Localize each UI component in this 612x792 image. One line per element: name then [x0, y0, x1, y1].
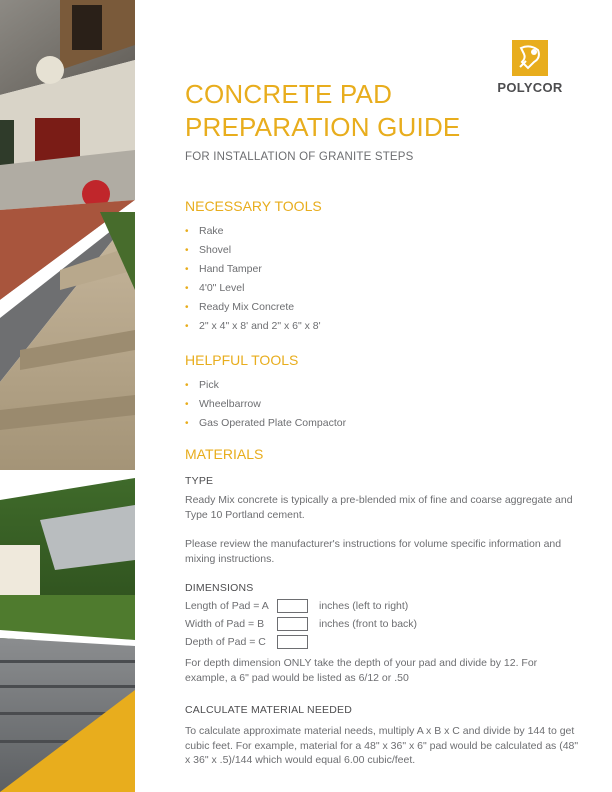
- logo-wordmark: POLYCOR: [497, 80, 563, 95]
- page-subtitle: FOR INSTALLATION OF GRANITE STEPS: [185, 151, 414, 163]
- dimension-label: Width of Pad = B: [185, 618, 265, 630]
- list-item: • 2" x 4" x 8' and 2" x 6" x 8': [185, 317, 321, 336]
- photo-collage-sidebar: [0, 0, 135, 792]
- granite-steps-collage: [0, 0, 135, 792]
- bullet-icon: •: [185, 226, 189, 237]
- list-item: • Wheelbarrow: [185, 395, 346, 414]
- bullet-icon: •: [185, 399, 189, 410]
- width-input-box[interactable]: [277, 617, 308, 631]
- list-item: • Ready Mix Concrete: [185, 298, 321, 317]
- page-title: [185, 78, 460, 144]
- dimensions-heading: DIMENSIONS: [185, 582, 254, 594]
- bullet-icon: •: [185, 283, 189, 294]
- bullet-icon: •: [185, 418, 189, 429]
- type-paragraph-2: Please review the manufacturer's instructions for volume specific information and mixing instructions.: [185, 538, 562, 565]
- list-item: • Pick: [185, 376, 346, 395]
- length-input-box[interactable]: [277, 599, 308, 613]
- materials-heading: MATERIALS: [185, 446, 264, 462]
- helpful-tools-heading: HELPFUL TOOLS: [185, 352, 299, 368]
- bullet-icon: •: [185, 380, 189, 391]
- calculate-paragraph: To calculate approximate material needs, multiply A x B x C and divide by 144 to get cubic feet. For example, material for a 48" x 36" x 6" pad would be calculated as (48" x 36" x .5)/144 which would equal 6.00 cubic/feet.: [185, 725, 579, 766]
- bullet-icon: •: [185, 302, 189, 313]
- title-line-1: CONCRETE PAD: [185, 79, 393, 109]
- depth-note-paragraph: For depth dimension ONLY take the depth of your pad and divide by 12. For example, a 6" pad would be listed as 6/12 or .50: [185, 657, 538, 684]
- window-photo: [72, 5, 102, 50]
- list-item: • Hand Tamper: [185, 260, 321, 279]
- dimension-label: Depth of Pad = C: [185, 636, 266, 648]
- bullet-icon: •: [185, 321, 189, 332]
- list-item: • Shovel: [185, 241, 321, 260]
- dimension-label: Length of Pad = A: [185, 600, 269, 612]
- necessary-tools-list: [185, 222, 321, 336]
- helpful-tools-list: [185, 376, 346, 433]
- list-item: • Gas Operated Plate Compactor: [185, 414, 346, 433]
- list-item: • 4'0" Level: [185, 279, 321, 298]
- title-line-2: PREPARATION GUIDE: [185, 112, 461, 142]
- stone-urn-photo: [36, 56, 64, 84]
- depth-input-box[interactable]: [277, 635, 308, 649]
- bullet-icon: •: [185, 245, 189, 256]
- list-item: • Rake: [185, 222, 321, 241]
- house-photo: [0, 545, 40, 595]
- type-paragraph-1: Ready Mix concrete is typically a pre-blended mix of fine and coarse aggregate and Type 10 Portland cement.: [185, 494, 573, 521]
- dimension-note: inches (left to right): [319, 600, 409, 612]
- polycor-emblem-icon: [512, 40, 548, 76]
- necessary-tools-heading: NECESSARY TOOLS: [185, 198, 322, 214]
- type-heading: TYPE: [185, 475, 214, 487]
- calculate-heading: CALCULATE MATERIAL NEEDED: [185, 704, 353, 716]
- dimension-note: inches (front to back): [319, 618, 418, 630]
- bullet-icon: •: [185, 264, 189, 275]
